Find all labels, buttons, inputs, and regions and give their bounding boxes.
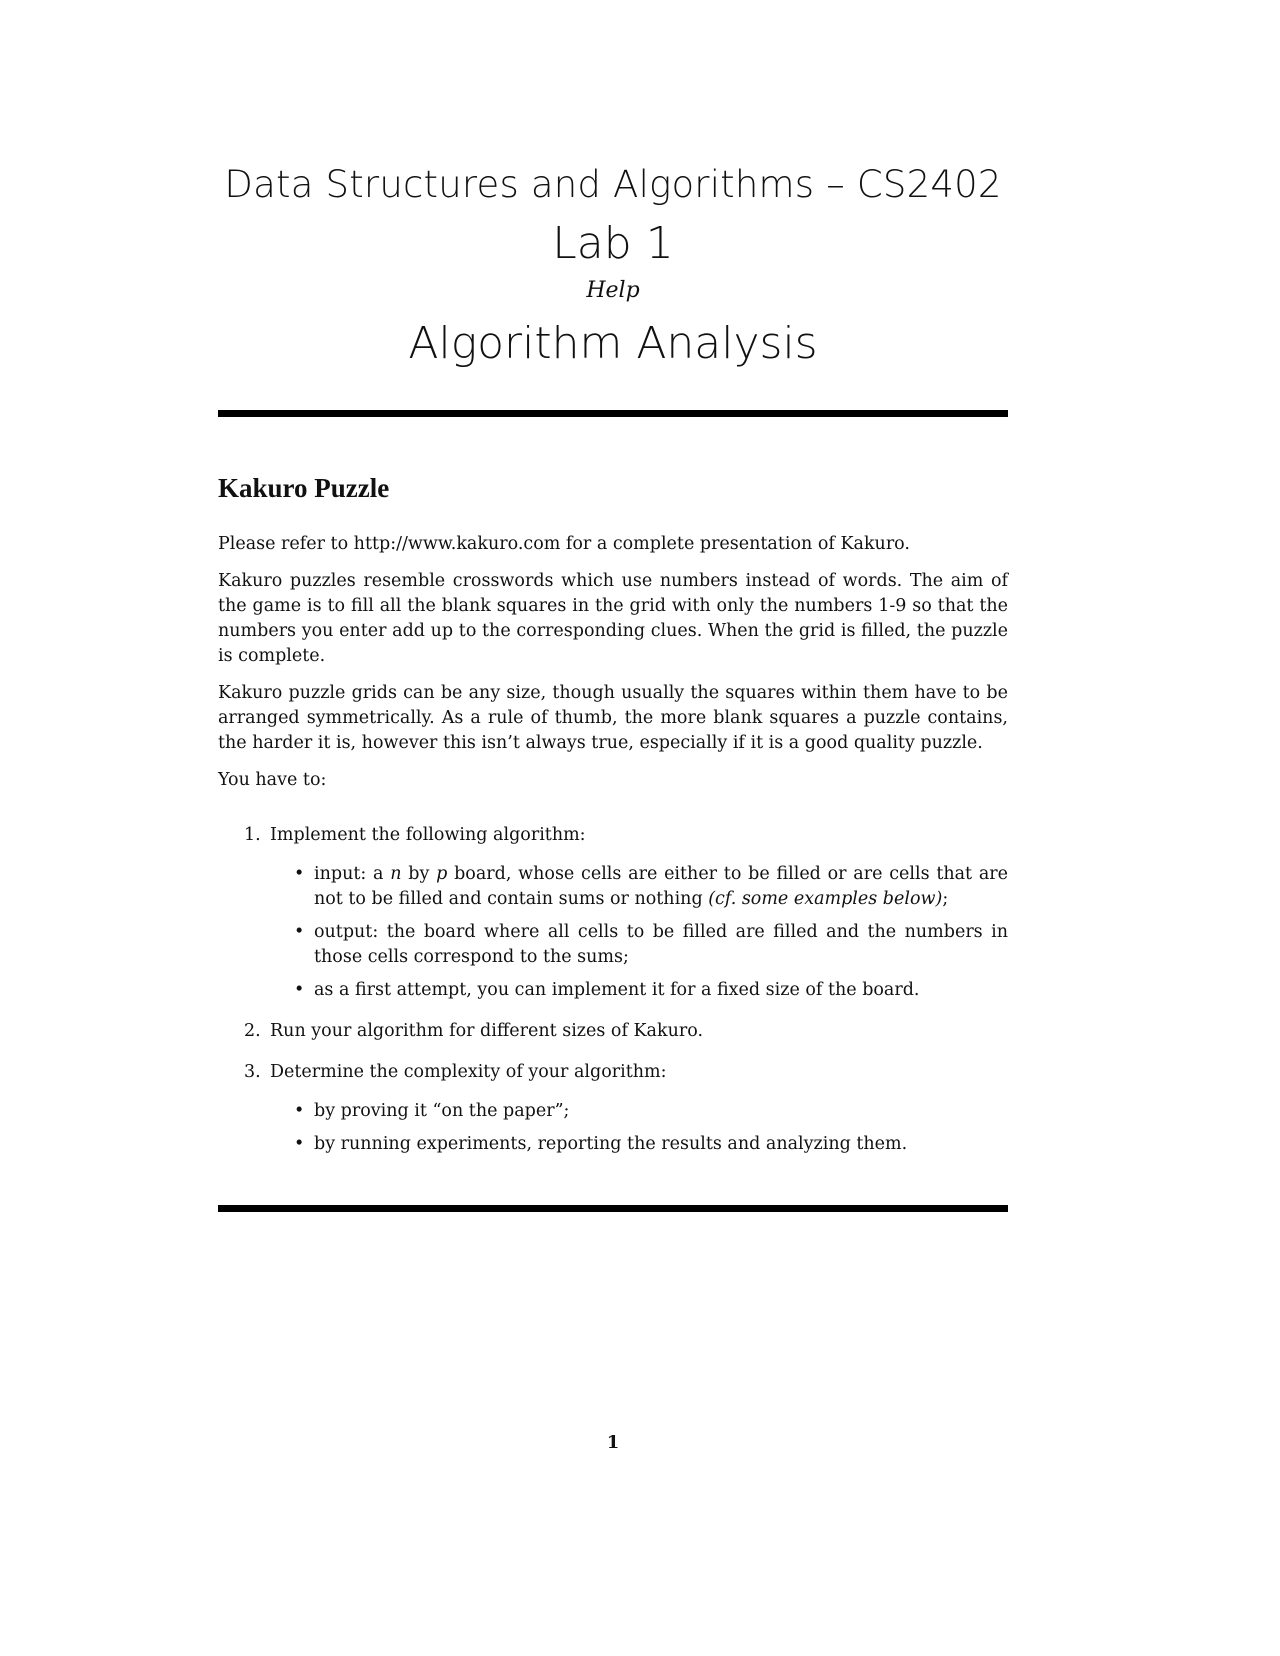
task-intro: You have to:	[218, 770, 327, 790]
list-item	[270, 862, 1008, 912]
list-item	[218, 823, 1008, 1003]
section-heading: Kakuro Puzzle	[218, 473, 390, 503]
bullet-icon: •	[294, 922, 305, 942]
help-label: Help	[586, 278, 640, 303]
list-item	[218, 1019, 1008, 1044]
bullet-list	[270, 1099, 1008, 1157]
math-p: p	[436, 864, 448, 884]
task-list	[218, 823, 1008, 1157]
grid-paragraph: Kakuro puzzle grids can be any size, though usually the squares within them have to be arranged symmetrically. As a rule of thumb, the more blank squares a puzzle contains, the harder it is, however this isn’t always true, especially if it is a good quality puzzle.	[218, 683, 1008, 753]
experiments-text: by running experiments, reporting the results and analyzing them.	[314, 1134, 908, 1154]
input-rest: board, whose cells are either to be filled or are cells that are not to be filled and contain sums or nothing	[314, 864, 1009, 909]
input-emphasis: (cf. some examples below)	[708, 889, 943, 909]
list-item	[270, 1132, 1008, 1157]
page-number: 1	[606, 1432, 620, 1453]
lab-title: Lab 1	[552, 218, 674, 269]
paper-proof-text: by proving it “on the paper”;	[314, 1101, 570, 1121]
first-attempt-text: as a first attempt, you can implement it for a fixed size of the board.	[314, 980, 920, 1000]
step-text: Implement the following algorithm:	[270, 825, 586, 845]
input-by: by	[401, 864, 437, 884]
course-title: Data Structures and Algorithms – CS2402	[224, 163, 1002, 206]
step-number: 3.	[244, 1062, 261, 1082]
bullet-icon: •	[294, 1101, 305, 1121]
output-text: output: the board where all cells to be filled are filled and the numbers in those cells correspond to the sums;	[314, 922, 1008, 967]
main-title: Algorithm Analysis	[408, 318, 818, 369]
title-block	[218, 160, 1008, 374]
description-paragraph: Kakuro puzzles resemble crosswords which use numbers instead of words. The aim of the game is to fill all the blank squares in the grid with only the numbers 1-9 so that the numbers you enter add up to the corresponding clues. When the grid is filled, the puzzle is complete.	[218, 571, 1008, 666]
list-item	[270, 1099, 1008, 1124]
content-body	[218, 470, 1008, 1173]
list-item	[218, 1060, 1008, 1157]
top-rule	[218, 410, 1008, 417]
step-number: 2.	[244, 1021, 261, 1041]
step-text: Determine the complexity of your algorithm:	[270, 1062, 667, 1082]
list-item	[270, 920, 1008, 970]
bottom-rule	[218, 1205, 1008, 1212]
bullet-icon: •	[294, 1134, 305, 1154]
reference-paragraph: Please refer to http://www.kakuro.com for a complete presentation of Kakuro.	[218, 534, 910, 554]
math-n: n	[390, 864, 402, 884]
list-item	[270, 978, 1008, 1003]
bullet-icon: •	[294, 864, 305, 884]
input-end: ;	[942, 889, 949, 909]
bullet-icon: •	[294, 980, 305, 1000]
step-text: Run your algorithm for different sizes of Kakuro.	[270, 1021, 704, 1041]
input-prefix: input: a	[314, 864, 391, 884]
step-number: 1.	[244, 825, 261, 845]
bullet-list	[270, 862, 1008, 1003]
